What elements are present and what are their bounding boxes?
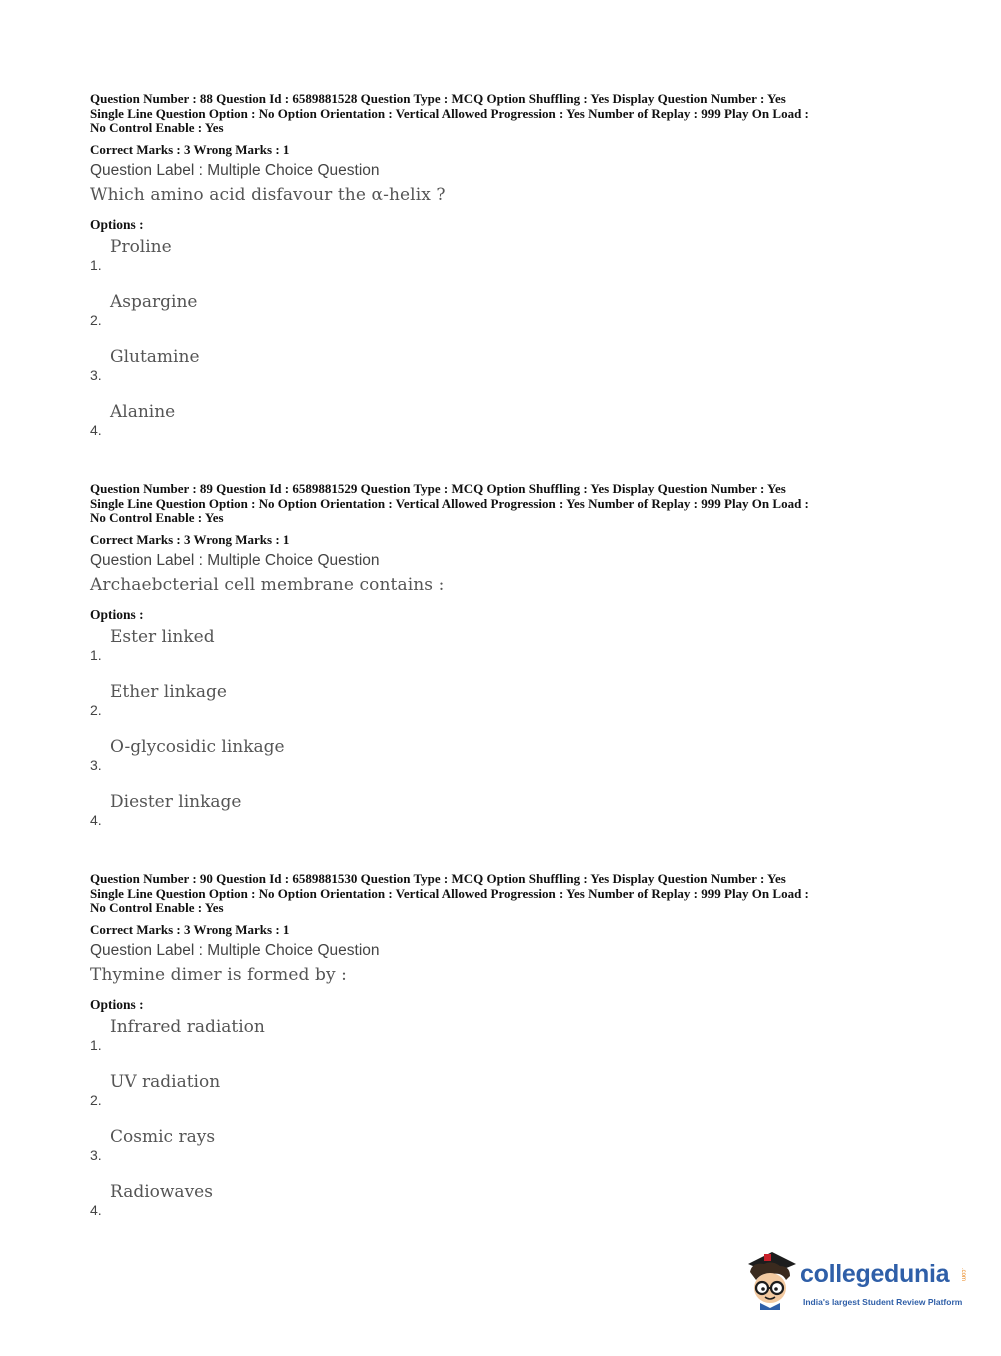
question-label: Question Label : Multiple Choice Question bbox=[90, 941, 380, 959]
option-item[interactable] bbox=[90, 1182, 920, 1237]
meta-line: Question Number : 88 Question Id : 6589881528 Question Type : MCQ Option Shuffling : Yes Display Question Number : Yes bbox=[90, 91, 786, 106]
option-item[interactable] bbox=[90, 1017, 920, 1072]
marks-info: Correct Marks : 3 Wrong Marks : 1 bbox=[90, 531, 290, 547]
option-item[interactable] bbox=[90, 347, 920, 402]
option-number: 1. bbox=[90, 646, 102, 663]
brand-name: collegedunia bbox=[800, 1260, 950, 1288]
option-number: 3. bbox=[90, 366, 102, 383]
option-number: 3. bbox=[90, 1146, 102, 1163]
option-text: Radiowaves bbox=[110, 1181, 213, 1202]
collegedunia-logo[interactable] bbox=[742, 1250, 972, 1320]
meta-line: No Control Enable : Yes bbox=[90, 900, 224, 915]
option-text: Ether linkage bbox=[110, 681, 227, 702]
option-number: 4. bbox=[90, 421, 102, 438]
question-text: Archaebcterial cell membrane contains : bbox=[90, 574, 445, 595]
option-item[interactable] bbox=[90, 402, 920, 457]
option-text: Alanine bbox=[110, 401, 176, 422]
question-block-90 bbox=[90, 872, 920, 1237]
options-list bbox=[90, 237, 920, 457]
option-number: 2. bbox=[90, 1091, 102, 1108]
collegedunia-mascot-icon bbox=[742, 1250, 800, 1312]
option-text: Infrared radiation bbox=[110, 1016, 265, 1037]
meta-line: Single Line Question Option : No Option Orientation : Vertical Allowed Progression : Yes Number of Replay : 999 Play On Load : bbox=[90, 105, 809, 121]
options-list bbox=[90, 627, 920, 847]
option-item[interactable] bbox=[90, 237, 920, 292]
option-item[interactable] bbox=[90, 627, 920, 682]
option-text: UV radiation bbox=[110, 1071, 221, 1092]
question-meta bbox=[90, 92, 920, 136]
option-item[interactable] bbox=[90, 1127, 920, 1182]
meta-line: Question Number : 90 Question Id : 6589881530 Question Type : MCQ Option Shuffling : Yes Display Question Number : Yes bbox=[90, 871, 786, 886]
option-number: 2. bbox=[90, 701, 102, 718]
options-heading: Options : bbox=[90, 216, 144, 232]
brand-domain: .com bbox=[960, 1268, 966, 1282]
option-text: Aspargine bbox=[110, 291, 198, 312]
option-text: Diester linkage bbox=[110, 791, 242, 812]
option-number: 3. bbox=[90, 756, 102, 773]
question-block-89 bbox=[90, 482, 920, 847]
option-text: Glutamine bbox=[110, 346, 200, 367]
option-number: 4. bbox=[90, 1201, 102, 1218]
meta-line: Single Line Question Option : No Option Orientation : Vertical Allowed Progression : Yes Number of Replay : 999 Play On Load : bbox=[90, 495, 809, 511]
marks-info: Correct Marks : 3 Wrong Marks : 1 bbox=[90, 921, 290, 937]
option-number: 1. bbox=[90, 1036, 102, 1053]
meta-line: Question Number : 89 Question Id : 6589881529 Question Type : MCQ Option Shuffling : Yes Display Question Number : Yes bbox=[90, 481, 786, 496]
marks-info: Correct Marks : 3 Wrong Marks : 1 bbox=[90, 141, 290, 157]
option-text: Proline bbox=[110, 236, 172, 257]
meta-line: Single Line Question Option : No Option Orientation : Vertical Allowed Progression : Yes Number of Replay : 999 Play On Load : bbox=[90, 885, 809, 901]
option-item[interactable] bbox=[90, 792, 920, 847]
option-item[interactable] bbox=[90, 737, 920, 792]
option-number: 2. bbox=[90, 311, 102, 328]
options-heading: Options : bbox=[90, 606, 144, 622]
option-number: 4. bbox=[90, 811, 102, 828]
question-block-88 bbox=[90, 92, 920, 457]
meta-line: No Control Enable : Yes bbox=[90, 120, 224, 135]
option-item[interactable] bbox=[90, 682, 920, 737]
question-text: Which amino acid disfavour the α-helix ? bbox=[90, 184, 446, 205]
option-item[interactable] bbox=[90, 292, 920, 347]
meta-line: No Control Enable : Yes bbox=[90, 510, 224, 525]
option-item[interactable] bbox=[90, 1072, 920, 1127]
options-list bbox=[90, 1017, 920, 1237]
question-meta bbox=[90, 482, 920, 526]
brand-tagline: India's largest Student Review Platform bbox=[803, 1297, 963, 1307]
question-label: Question Label : Multiple Choice Question bbox=[90, 161, 380, 179]
options-heading: Options : bbox=[90, 996, 144, 1012]
option-text: Cosmic rays bbox=[110, 1126, 216, 1147]
question-text: Thymine dimer is formed by : bbox=[90, 964, 347, 985]
question-meta bbox=[90, 872, 920, 916]
question-label: Question Label : Multiple Choice Question bbox=[90, 551, 380, 569]
option-text: O-glycosidic linkage bbox=[110, 736, 285, 757]
option-text: Ester linked bbox=[110, 626, 215, 647]
option-number: 1. bbox=[90, 256, 102, 273]
